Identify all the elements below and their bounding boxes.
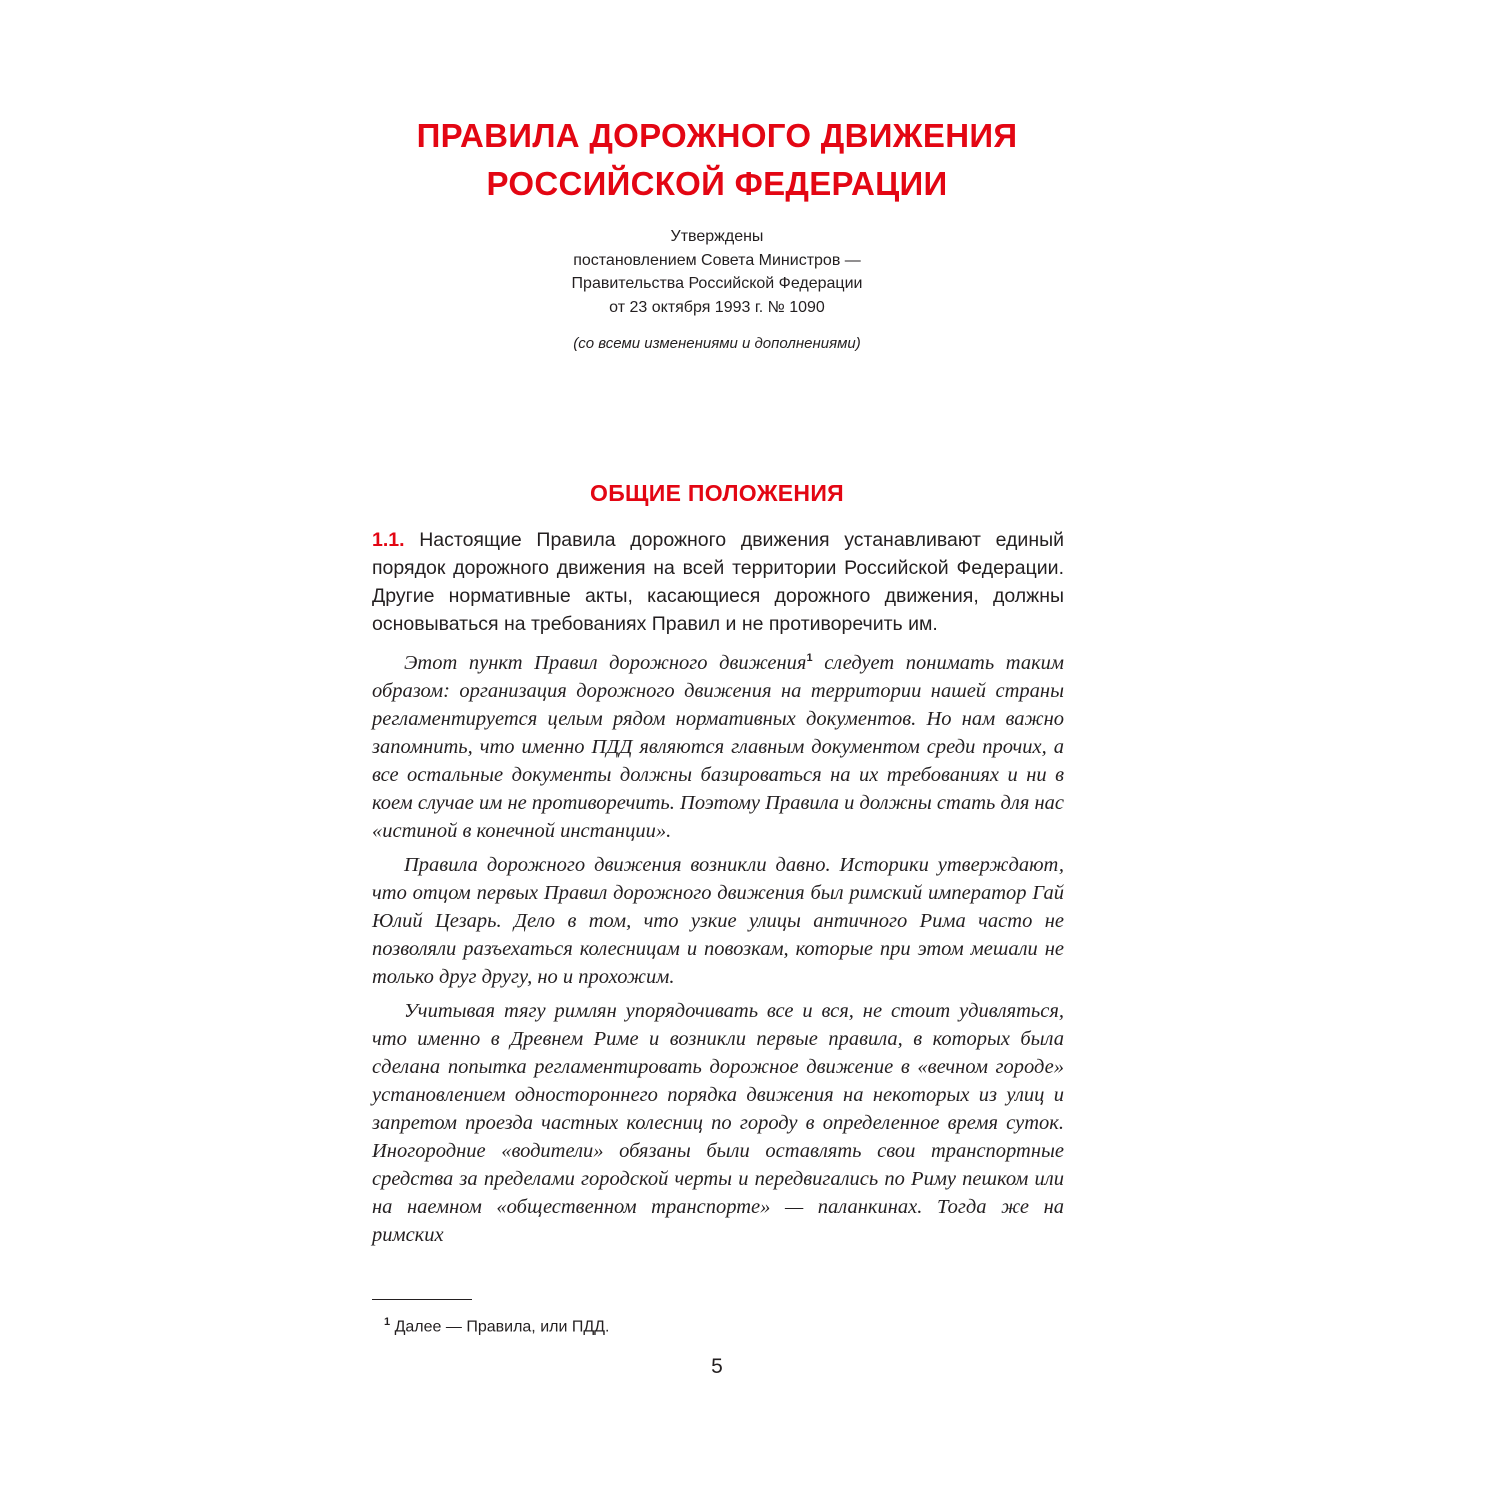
footnote-divider <box>372 1299 472 1300</box>
body-text <box>372 526 1064 1249</box>
comment-paragraph: Учитывая тягу римлян упорядочивать все и вся, не стоит удивляться, что именно в Древнем Риме и возникли первые правила, в которых была сделана попытка регламентировать дорожное движение в «вечном городе» установлением одностороннего порядка движения на некоторых из улиц и запретом проезда частных колесниц по городу в определенное время суток. Иногородние «водители» обязаны были оставлять свои транспортные средства за пределами городской черты и передвигались по Риму пешком или на наемном «общественном транспорте» — паланкинах. Тогда же на римских <box>372 999 1064 1246</box>
approval-line: Правительства Российской Федерации <box>571 275 863 292</box>
footnote-reference: 1 <box>806 652 813 664</box>
approval-line: от 23 октября 1993 г. № 1090 <box>609 298 825 316</box>
comment-paragraph <box>372 644 1064 845</box>
footnote-text: Далее — Правила, или ПДД. <box>390 1318 610 1336</box>
approval-line: постановлением Совета Министров — <box>573 251 861 269</box>
footnote <box>384 1311 609 1338</box>
paragraph-text: Настоящие Правила дорожного движения устанавливают единый порядок дорожного движения на всей территории Российской Федерации. Другие нормативные акты, касающиеся дорожного движения, должны основываться на требованиях Правил и не противоречить им. <box>372 529 1064 635</box>
paragraph-number: 1.1. <box>372 529 405 551</box>
page-number: 5 <box>711 1355 723 1378</box>
comment-text: Этот пункт Правил дорожного движения <box>404 651 807 674</box>
comment-paragraph: Правила дорожного движения возникли давно. Историки утверждают, что отцом первых Правил дорожного движения был римский император Гай Юлий Цезарь. Дело в том, что узкие улицы античного Рима часто не позволяли разъехаться колесницам и повозкам, которые при этом мешали не только друг другу, но и прохожим. <box>372 853 1064 988</box>
title-line-1: ПРАВИЛА ДОРОЖНОГО ДВИЖЕНИЯ <box>416 117 1018 154</box>
amendments-note: (со всеми изменениями и дополнениями) <box>573 335 861 352</box>
section-title: ОБЩИЕ ПОЛОЖЕНИЯ <box>590 480 844 506</box>
title-line-2: РОССИЙСКОЙ ФЕДЕРАЦИИ <box>486 165 948 202</box>
paragraph-1-1 <box>372 526 1064 638</box>
approval-line: Утверждены <box>670 228 764 245</box>
comment-text: следует понимать таким образом: организация дорожного движения на территории нашей страны регламентируется целым рядом нормативных документов. Но нам важно запомнить, что именно ПДД являются главным документом среди прочих, а все остальные документы должны базироваться на их требованиях и ни в коем случае им не противоречить. Поэтому Правила и должны стать для нас «истиной в конечной инстанции». <box>372 651 1064 842</box>
footnote-mark: 1 <box>384 1316 391 1328</box>
approval-block <box>0 225 1434 319</box>
document-title <box>0 112 1434 208</box>
